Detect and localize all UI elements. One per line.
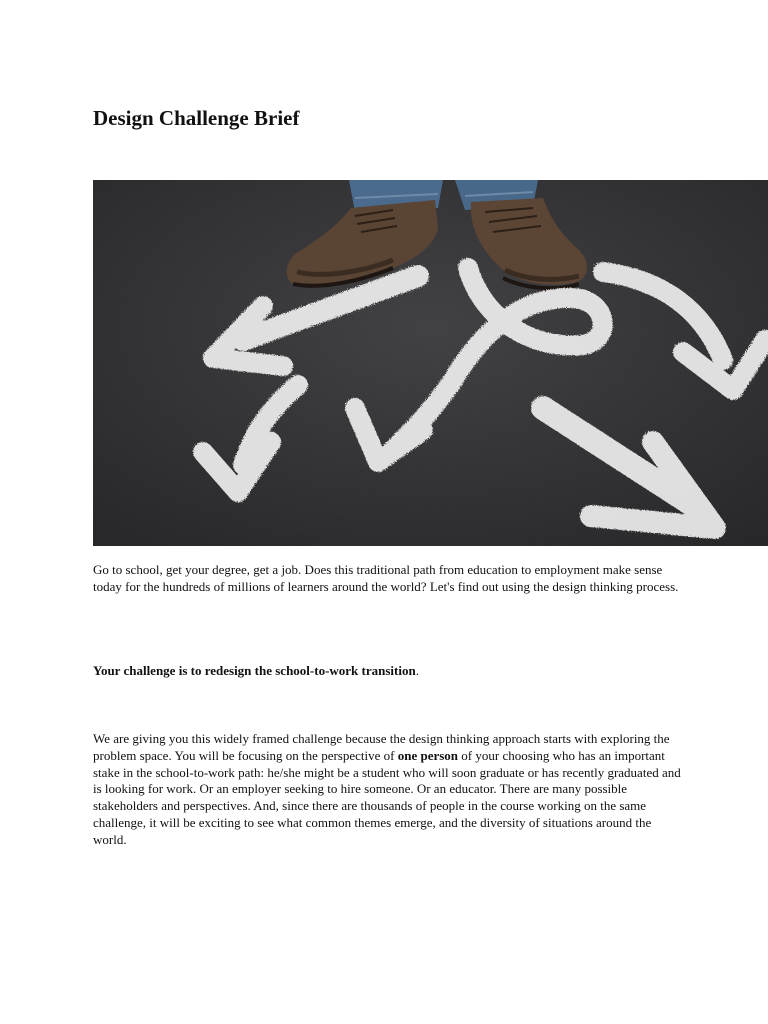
chalk-arrows-photo (93, 180, 768, 546)
body-text-before: We are giving you this widely framed challenge because the design thinking approach starts with exploring the problem space. You will be focusing on the perspective of (93, 731, 670, 763)
challenge-period: . (415, 663, 419, 678)
hero-image (93, 180, 768, 546)
body-text-after: of your choosing who has an important stake in the school-to-work path: he/she might be a student who will soon graduate or has recently graduated and is looking for work. Or an employer seeking to hire someone. Or an educator. There are many possible stakeholders and perspectives. And, since there are thousands of people in the course working on the same challenge, it will be exciting to see what common themes emerge, and the diversity of situations around the world. (93, 747, 681, 847)
challenge-bold-text: Your challenge is to redesign the school-to-work transition (93, 663, 416, 678)
challenge-statement (93, 663, 683, 680)
intro-paragraph: Go to school, get your degree, get a job. Does this traditional path from education to employment make sense today for the hundreds of millions of learners around the world? Let's find out using the design thinking process. (93, 562, 679, 594)
body-bold-text: one person (397, 747, 459, 763)
page-title: Design Challenge Brief (93, 106, 300, 130)
body-paragraph (93, 731, 683, 849)
